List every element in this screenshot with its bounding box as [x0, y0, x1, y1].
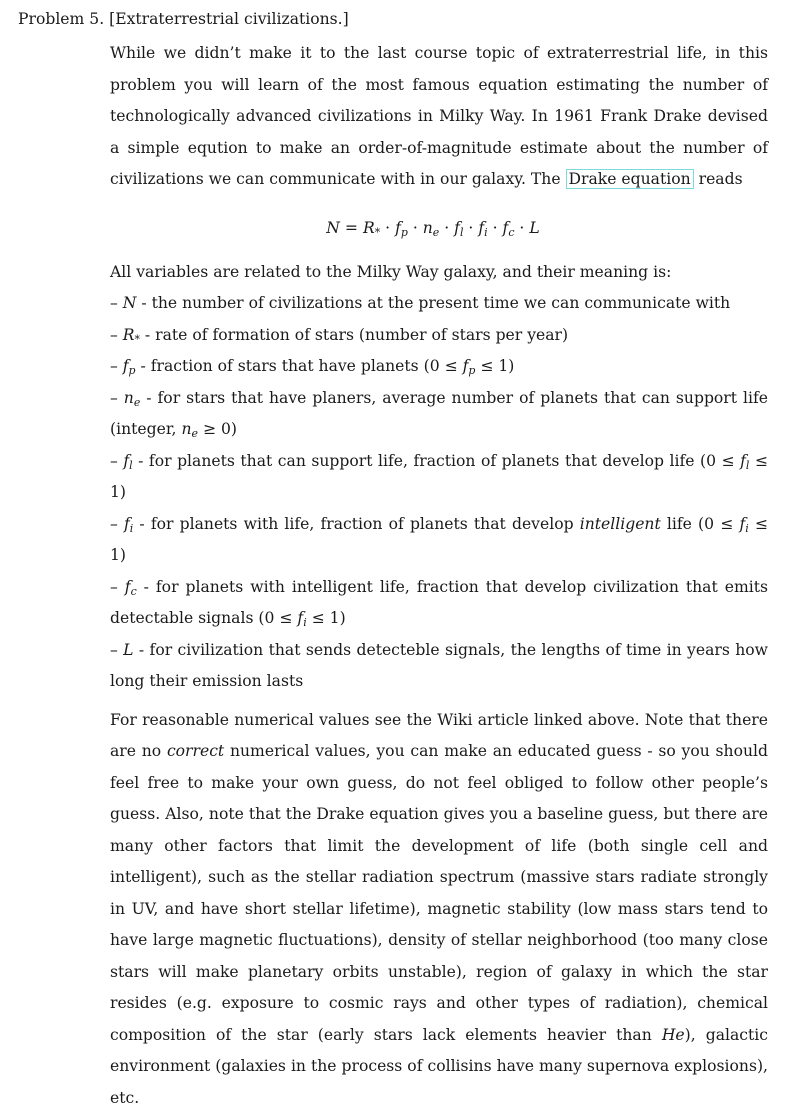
problem-header — [18, 8, 349, 30]
variable-subscript: c — [131, 585, 137, 598]
eq-fc: f — [503, 219, 509, 237]
list-dash: – — [110, 578, 125, 596]
variable-description: - for stars that have planers, average number of planets that can support life (integer, — [110, 389, 768, 439]
condition-text: ≤ 1) — [110, 452, 768, 502]
variable-symbol: f — [124, 515, 130, 533]
eq-equals: = — [345, 219, 358, 237]
eq-r-sub: * — [375, 226, 380, 239]
variable-description: - for planets with life, fraction of planets that develop — [133, 515, 579, 533]
variable-description: - the number of civilizations at the present time we can communicate with — [136, 294, 730, 312]
eq-fp: f — [395, 219, 401, 237]
variable-item — [110, 572, 768, 635]
eq-ne: n — [423, 219, 433, 237]
eq-l: L — [529, 219, 539, 237]
condition-symbol: n — [181, 420, 191, 438]
variable-item — [110, 635, 768, 698]
condition-subscript: l — [746, 459, 750, 472]
eq-fl: f — [454, 219, 460, 237]
variable-symbol: n — [124, 389, 134, 407]
eq-fi-sub: i — [484, 226, 488, 239]
variable-subscript: i — [130, 522, 134, 535]
variable-item — [110, 320, 768, 352]
variable-subscript: e — [134, 396, 140, 409]
eq-fc-sub: c — [508, 226, 514, 239]
eq-n: N — [326, 219, 340, 237]
variables-list — [110, 257, 768, 698]
eq-r: R — [363, 219, 375, 237]
variable-description: - for planets with intelligent life, fraction that develop civilization that emits detectable signals (0 ≤ — [110, 578, 768, 628]
list-dash: – — [110, 515, 124, 533]
closing-paragraph — [110, 705, 768, 1114]
eq-fi: f — [478, 219, 484, 237]
emphasis-correct: correct — [167, 742, 224, 760]
intro-paragraph — [110, 38, 768, 196]
list-dash: – — [110, 294, 123, 312]
list-dash: – — [110, 326, 123, 344]
variable-symbol: L — [123, 641, 133, 659]
variable-description: - rate of formation of stars (number of stars per year) — [140, 326, 568, 344]
eq-dot: · — [493, 219, 498, 237]
condition-subscript: e — [192, 427, 198, 440]
variables-intro: All variables are related to the Milky Way galaxy, and their meaning is: — [110, 257, 768, 289]
condition-symbol: f — [297, 609, 303, 627]
list-dash: – — [110, 389, 124, 407]
variable-symbol: R — [123, 326, 135, 344]
condition-text: ≤ 1) — [110, 515, 768, 565]
list-dash: – — [110, 641, 123, 659]
condition-text: ≤ 1) — [475, 357, 514, 375]
eq-dot: · — [468, 219, 473, 237]
variable-description: - for planets that can support life, fraction of planets that develop life (0 ≤ — [133, 452, 741, 470]
variable-item — [110, 446, 768, 509]
eq-dot: · — [444, 219, 449, 237]
variable-description: - fraction of stars that have planets (0 ≤ — [136, 357, 463, 375]
condition-symbol: f — [739, 515, 745, 533]
variable-symbol: f — [123, 452, 129, 470]
eq-dot: · — [413, 219, 418, 237]
intro-text: While we didn’t make it to the last course topic of extraterrestrial life, in this problem you will learn of the most famous equation estimating the number of technologically advanced civilizations in Milky Way. In 1961 Frank Drake devised a simple eqution to make an order-of-magnitude estimate about the number of civilizations we can communicate with in our galaxy. The — [110, 44, 768, 188]
closing-text: ), galactic environment (galaxies in the process of collisins have many supernova explosions), etc. — [110, 1026, 768, 1107]
condition-symbol: f — [740, 452, 746, 470]
list-dash: – — [110, 452, 123, 470]
variable-subscript: l — [129, 459, 133, 472]
condition-subscript: i — [745, 522, 749, 535]
drake-equation — [110, 213, 768, 243]
eq-ne-sub: e — [433, 226, 439, 239]
variable-description: - for civilization that sends detecteble signals, the lengths of time in years how long their emission lasts — [110, 641, 768, 691]
closing-text: For reasonable numerical values see the Wiki article linked above. Note that there are no — [110, 711, 768, 761]
variable-symbol: f — [123, 357, 129, 375]
eq-fl-sub: l — [460, 226, 464, 239]
condition-subscript: i — [303, 616, 307, 629]
variable-item — [110, 288, 768, 320]
eq-dot: · — [519, 219, 524, 237]
problem-label: Problem 5. — [18, 10, 104, 28]
eq-fp-sub: p — [401, 226, 408, 239]
eq-dot: · — [385, 219, 390, 237]
variable-description-end: life (0 ≤ — [661, 515, 740, 533]
problem-body — [110, 38, 768, 1114]
closing-text: numerical values, you can make an educated guess - so you should feel free to make your own guess, do not feel obliged to follow other people’s guess. Also, note that the Drake equation gives you a baseline guess, but there are many other factors that limit the development of life (both single cell and intelligent), such as the stellar radiation spectrum (massive stars radiate strongly in UV, and have short stellar lifetime), magnetic stability (low mass stars tend to have large magnetic fluctuations), density of stellar neighborhood (too many close stars will make planetary orbits unstable), region of galaxy in which the star resides (e.g. exposure to cosmic rays and other types of radiation), chemical composition of the star (early stars lack elements heavier than — [110, 742, 768, 1044]
emphasis-intelligent: intelligent — [580, 515, 661, 533]
variable-item — [110, 383, 768, 446]
condition-symbol: f — [463, 357, 469, 375]
condition-text: ≥ 0) — [198, 420, 237, 438]
variable-item — [110, 351, 768, 383]
list-dash: – — [110, 357, 123, 375]
variable-symbol: N — [123, 294, 137, 312]
condition-text: ≤ 1) — [307, 609, 346, 627]
variable-subscript: p — [129, 364, 136, 377]
condition-subscript: p — [468, 364, 475, 377]
intro-text-end: reads — [694, 170, 743, 188]
problem-title: [Extraterrestrial civilizations.] — [109, 10, 349, 28]
drake-equation-link[interactable]: Drake equation — [566, 169, 694, 189]
variable-subscript: * — [135, 333, 140, 346]
element-he: He — [662, 1026, 685, 1044]
variable-symbol: f — [125, 578, 131, 596]
variable-item — [110, 509, 768, 572]
